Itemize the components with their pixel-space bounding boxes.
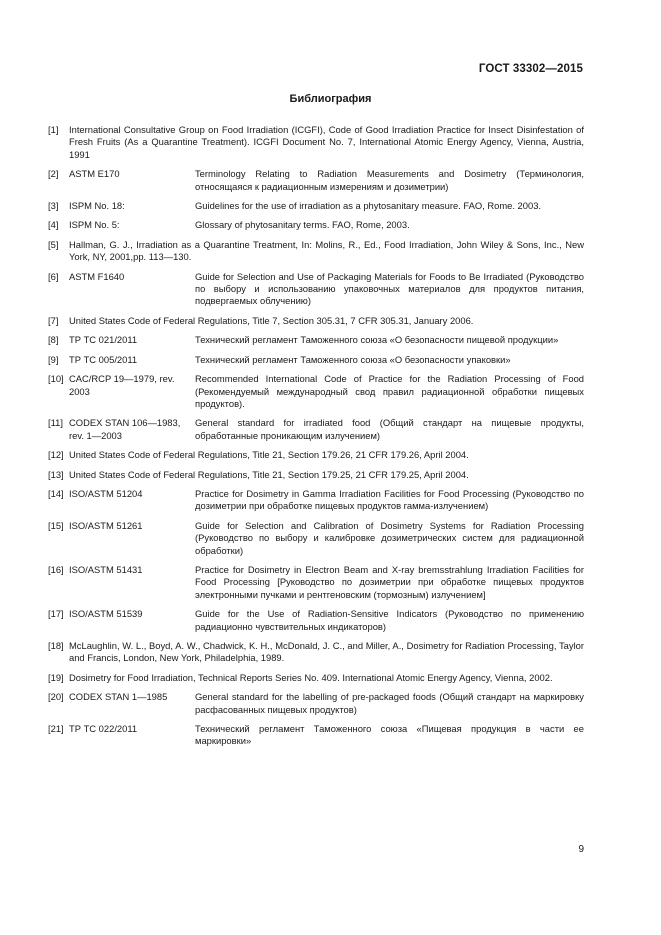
reference-text: United States Code of Federal Regulations, Title 7, Section 305.31, 7 CFR 305.31, January 2006. [69,314,474,326]
reference-text: General standard for irradiated food (Общий стандарт на пищевые продукты, обработанные проникающим излучением) [195,417,584,441]
reference-item [48,564,584,601]
reference-item [48,373,584,410]
reference-item [48,315,584,327]
reference-text: Practice for Dosimetry in Gamma Irradiation Facilities for Food Processing (Руководство по дозиметрии при обработке пищевых продуктов гамма-излучением) [195,487,584,512]
reference-number: [6] [48,270,59,282]
reference-number: [9] [48,353,59,365]
reference-text: Технический регламент Таможенного союза «Пищевая продукция в части ее маркировки» [195,723,584,747]
reference-item [48,520,584,557]
section-title: Библиография [289,93,372,105]
reference-number: [1] [48,124,59,135]
reference-text: Recommended International Code of Practice for the Radiation Processing of Food (Рекомендуемый международный свод правил радиационной обработки пищевых продуктов). [195,373,584,409]
reference-text: Guidelines for the use of irradiation as a phytosanitary measure. FAO, Rome. 2003. [195,200,542,212]
reference-number: [8] [48,334,59,346]
reference-code: ISO/ASTM 51261 [69,519,143,531]
reference-text: Guide for Selection and Use of Packaging Materials for Foods to Be Irradiated (Руководство по выбору и использованию упаковочных материалов для продуктов питания, подвергаемых облучению) [195,270,584,307]
reference-code: ISO/ASTM 51539 [69,608,143,620]
reference-number: [11] [48,417,63,429]
reference-item [48,469,584,481]
reference-item [48,672,584,684]
reference-text: Practice for Dosimetry in Electron Beam and X-ray bremsstrahlung Irradiation Facilities for Food Processing [Руководство по дозиметрии при обработке пищевых продуктов электронными пучками и рентгеновским (тормозным) излучением] [195,563,584,600]
reference-text: Dosimetry for Food Irradiation, Technical Reports Series No. 409. International Atomic Energy Agency, Vienna, 2002. [69,671,553,683]
reference-code: ТР ТС 022/2011 [69,723,138,735]
reference-code: CAC/RCP 19—1979, rev. 2003 [69,373,175,397]
reference-item [48,417,584,442]
reference-number: [18] [48,640,64,651]
reference-item [48,271,584,308]
reference-text: Hallman, G. J., Irradiation as a Quarantine Treatment, In: Molins, R., Ed., Food Irradiation, John Wiley & Sons, Inc., New York, NY, 2001,pp. 113—130. [69,238,584,263]
reference-item [48,200,584,212]
reference-code: ASTM E170 [69,168,120,180]
reference-item [48,168,584,193]
bibliography-list [48,124,584,755]
reference-number: [2] [48,168,59,180]
reference-item [48,691,584,716]
reference-number: [14] [48,487,64,499]
reference-item [48,608,584,633]
reference-text: Glossary of phytosanitary terms. FAO, Rome, 2003. [195,219,410,231]
reference-number: [10] [48,373,64,385]
reference-code: ISO/ASTM 51204 [69,487,143,499]
reference-number: [7] [48,314,59,326]
reference-number: [19] [48,671,64,683]
reference-item [48,239,584,264]
reference-text: International Consultative Group on Food Irradiation (ICGFI), Code of Good Irradiation Practice for Insect Disinfestation of Fresh Fruits (As a Quarantine Treatment). ICGFI Document No. 7, International Atomic Energy Agency, Vienna, Austria, 1991 [69,124,584,160]
reference-item [48,334,584,346]
reference-item [48,640,584,665]
reference-number: [15] [48,519,64,531]
reference-number: [5] [48,238,59,250]
reference-item [48,723,584,748]
reference-item [48,219,584,231]
reference-code: ASTM F1640 [69,270,125,282]
reference-code: CODEX STAN 106—1983, rev. 1—2003 [69,417,181,441]
reference-number: [16] [48,563,64,575]
reference-code: CODEX STAN 1—1985 [69,691,168,703]
reference-code: ISO/ASTM 51431 [69,563,143,575]
reference-code: ТР ТС 021/2011 [69,334,138,346]
reference-text: General standard for the labelling of pre-packaged foods (Общий стандарт на маркировку расфасованных пищевых продуктов) [195,691,584,715]
page-number: 9 [578,844,584,855]
reference-number: [3] [48,200,59,212]
reference-number: [4] [48,219,59,231]
reference-text: Guide for the Use of Radiation-Sensitive Indicators (Руководство по применению радиационно чувствительных индикаторов) [195,608,584,632]
reference-code: ISPM No. 5: [69,219,120,231]
reference-text: Технический регламент Таможенного союза «О безопасности пищевой продукции» [195,334,559,346]
reference-code: ISPM No. 18: [69,200,125,212]
reference-text: United States Code of Federal Regulations, Title 21, Section 179.25, 21 CFR 179.25, April 2004. [69,468,469,480]
reference-text: Guide for Selection and Calibration of Dosimetry Systems for Radiation Processing (Руководство по выбору и калибровке дозиметрических систем для радиационной обработки) [195,519,584,556]
reference-item [48,449,584,461]
reference-number: [17] [48,608,64,620]
reference-item [48,354,584,366]
reference-text: Terminology Relating to Radiation Measurements and Dosimetry (Терминология, относящаяся к радиационным измерениям и дозиметрии) [195,168,584,192]
reference-code: ТР ТС 005/2011 [69,353,138,365]
reference-item [48,124,584,161]
reference-number: [12] [48,449,64,461]
reference-item [48,488,584,513]
reference-number: [21] [48,723,64,735]
reference-text: McLaughlin, W. L., Boyd, A. W., Chadwick, K. H., McDonald, J. C., and Miller, A., Dosimetry for Radiation Processing, Taylor and Francis, London, New York, Philadelphia, 1989. [69,640,584,664]
reference-text: Технический регламент Таможенного союза «О безопасности упаковки» [195,353,511,365]
reference-number: [13] [48,468,64,480]
document-id: ГОСТ 33302—2015 [478,63,583,75]
reference-number: [20] [48,691,64,703]
reference-text: United States Code of Federal Regulations, Title 21, Section 179.26, 21 CFR 179.26, April 2004. [69,449,469,461]
